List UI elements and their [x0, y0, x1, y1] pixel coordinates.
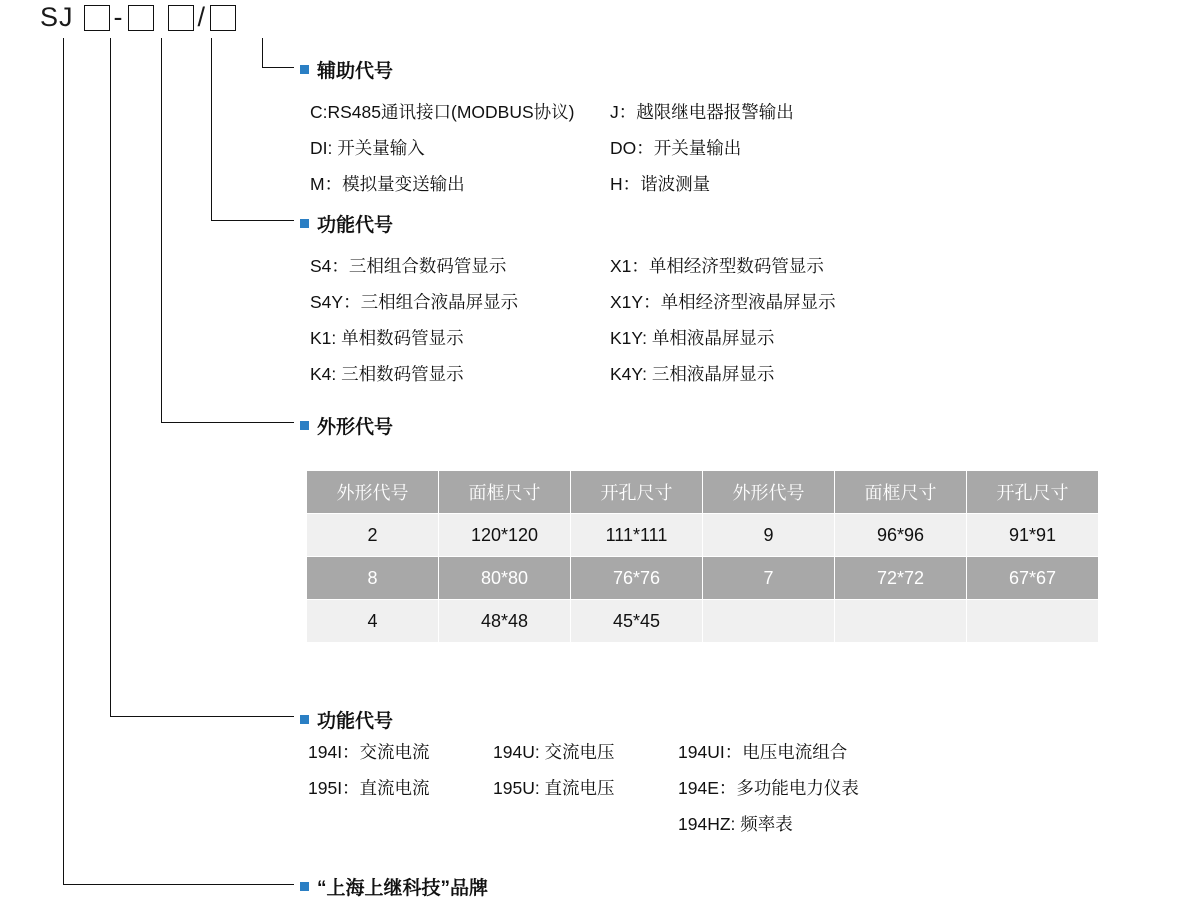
model-code-box-1 [84, 5, 110, 31]
list-item [310, 135, 794, 160]
table-cell-0-3: 9 [703, 514, 835, 557]
aux-row-1-left: DI: 开关量输入 [310, 138, 425, 158]
display-code-list [310, 253, 836, 386]
table-cell-0-0: 2 [307, 514, 439, 557]
leader-vline-function-display [211, 38, 212, 221]
leader-vline-brand [63, 38, 64, 885]
display-row-0-left: S4：三相组合数码管显示 [310, 256, 507, 276]
leader-hline-brand [63, 884, 294, 885]
model-code-box-4 [210, 5, 236, 31]
section-title-aux: 辅助代号 [317, 61, 394, 82]
display-row-2-right: K1Y: 单相液晶屏显示 [610, 328, 775, 348]
bullet-icon [300, 65, 309, 74]
bullet-icon [300, 882, 309, 891]
table-cell-2-0: 4 [307, 600, 439, 643]
table-cell-1-0: 8 [307, 557, 439, 600]
model-code-prefix: SJ [40, 2, 74, 32]
table-cell-0-4: 96*96 [835, 514, 967, 557]
aux-row-2-left: M：模拟量变送输出 [310, 174, 465, 194]
model-code-line [40, 4, 236, 31]
aux-row-1-right: DO：开关量输出 [610, 138, 742, 158]
section-title-brand: “上海上继科技”品牌 [317, 878, 489, 899]
ftype-row-2-c1 [308, 811, 493, 836]
section-title-function-type: 功能代号 [317, 711, 394, 732]
ftype-row-1-c2: 195U: 直流电压 [493, 778, 615, 798]
display-row-2-left: K1: 单相数码管显示 [310, 328, 464, 348]
table-header-cell-2: 开孔尺寸 [571, 471, 703, 514]
table-cell-0-5: 91*91 [967, 514, 1099, 557]
bullet-icon [300, 219, 309, 228]
ftype-row-0-c1: 194I：交流电流 [308, 742, 430, 762]
table-row [307, 557, 1099, 600]
section-heading-shape [300, 412, 393, 439]
bullet-icon [300, 715, 309, 724]
aux-row-2-right: H：谐波测量 [610, 174, 711, 194]
ftype-row-2-c3: 194HZ: 频率表 [678, 814, 793, 834]
list-item [310, 289, 836, 314]
table-header-cell-1: 面框尺寸 [439, 471, 571, 514]
display-row-3-left: K4: 三相数码管显示 [310, 364, 464, 384]
aux-row-0-left: C:RS485通讯接口(MODBUS协议) [310, 102, 575, 122]
dimension-table [306, 470, 1099, 643]
table-cell-1-1: 80*80 [439, 557, 571, 600]
table-cell-2-1: 48*48 [439, 600, 571, 643]
table-cell-1-5: 67*67 [967, 557, 1099, 600]
list-item [310, 253, 836, 278]
section-heading-brand [300, 873, 488, 900]
model-code-slash: / [197, 2, 207, 32]
display-row-0-right: X1：单相经济型数码管显示 [610, 256, 824, 276]
table-cell-0-1: 120*120 [439, 514, 571, 557]
leader-vline-aux [262, 38, 263, 68]
table-cell-2-2: 45*45 [571, 600, 703, 643]
table-cell-1-4: 72*72 [835, 557, 967, 600]
table-header-cell-5: 开孔尺寸 [967, 471, 1099, 514]
section-title-shape: 外形代号 [317, 417, 394, 438]
table-row [307, 514, 1099, 557]
display-row-1-left: S4Y：三相组合液晶屏显示 [310, 292, 519, 312]
leader-vline-function-type [110, 38, 111, 717]
table-cell-1-3: 7 [703, 557, 835, 600]
section-title-function-display: 功能代号 [317, 215, 394, 236]
table-row [307, 600, 1099, 643]
section-heading-function-type [300, 706, 393, 733]
ftype-row-0-c3: 194UI：电压电流组合 [678, 742, 848, 762]
table-header-cell-3: 外形代号 [703, 471, 835, 514]
table-cell-2-5 [967, 600, 1099, 643]
table-cell-2-3 [703, 600, 835, 643]
aux-code-list [310, 99, 794, 196]
list-item [310, 361, 836, 386]
list-item [308, 775, 859, 800]
leader-hline-aux [262, 67, 294, 68]
section-heading-aux [300, 56, 393, 83]
table-header-cell-0: 外形代号 [307, 471, 439, 514]
function-type-list [308, 739, 859, 836]
leader-hline-function-type [110, 716, 294, 717]
list-item [310, 171, 794, 196]
aux-row-0-right: J：越限继电器报警输出 [610, 102, 794, 122]
leader-hline-shape [161, 422, 294, 423]
list-item [310, 325, 836, 350]
leader-vline-shape [161, 38, 162, 423]
list-item [310, 99, 794, 124]
section-heading-function-display [300, 210, 393, 237]
ftype-row-1-c3: 194E：多功能电力仪表 [678, 778, 859, 798]
ftype-row-2-c2 [493, 811, 678, 836]
model-code-box-3 [168, 5, 194, 31]
display-row-3-right: K4Y: 三相液晶屏显示 [610, 364, 775, 384]
leader-hline-function-display [211, 220, 294, 221]
model-code-box-2 [128, 5, 154, 31]
table-cell-1-2: 76*76 [571, 557, 703, 600]
model-code-dash: - [113, 2, 124, 32]
table-cell-2-4 [835, 600, 967, 643]
ftype-row-1-c1: 195I：直流电流 [308, 778, 430, 798]
table-header-cell-4: 面框尺寸 [835, 471, 967, 514]
display-row-1-right: X1Y：单相经济型液晶屏显示 [610, 292, 836, 312]
list-item [308, 811, 859, 836]
bullet-icon [300, 421, 309, 430]
ftype-row-0-c2: 194U: 交流电压 [493, 742, 615, 762]
table-cell-0-2: 111*111 [571, 514, 703, 557]
list-item [308, 739, 859, 764]
table-header-row [307, 471, 1099, 514]
